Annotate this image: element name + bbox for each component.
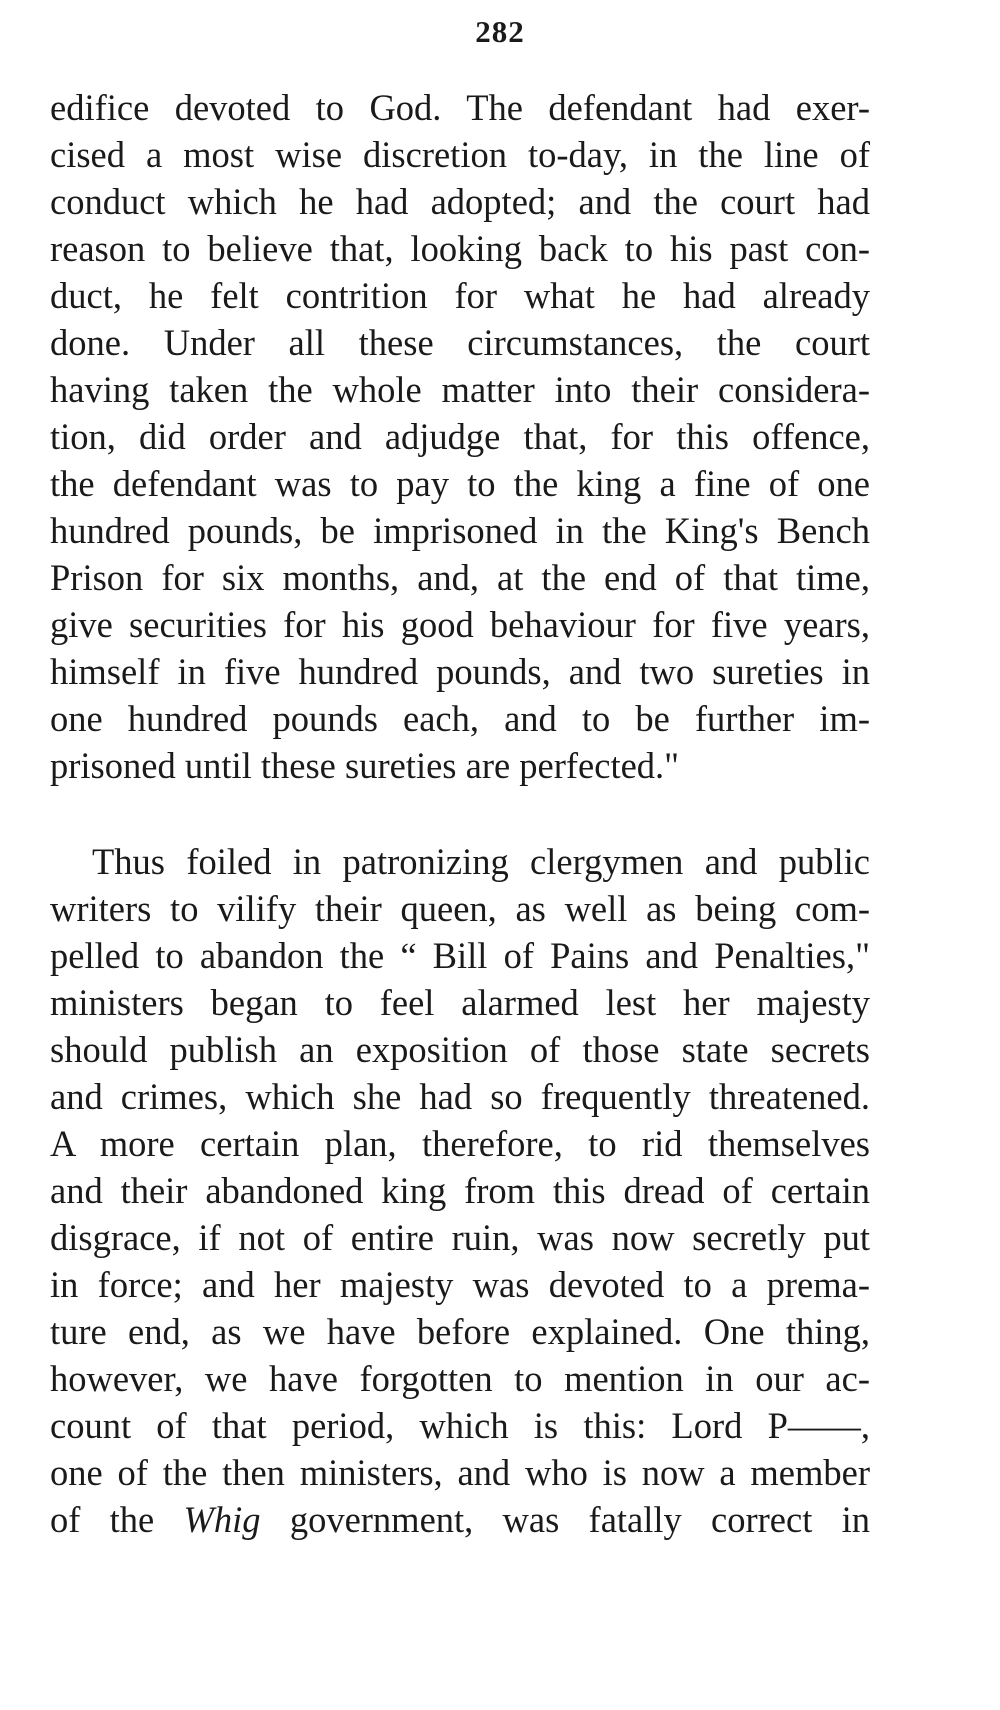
text-segment: government, was fatally correct in xyxy=(260,1499,870,1540)
text-line: the defendant was to pay to the king a fine of one xyxy=(50,463,870,504)
paragraph-2 xyxy=(50,838,870,1543)
text-line: reason to believe that, looking back to his past con- xyxy=(50,228,870,269)
italic-party-name: Whig xyxy=(183,1499,261,1540)
text-line: himself in five hundred pounds, and two sureties in xyxy=(50,651,870,692)
text-line: done. Under all these circumstances, the court xyxy=(50,322,870,363)
text-line: ministers began to feel alarmed lest her majesty xyxy=(50,982,870,1023)
text-line: however, we have forgotten to mention in our ac- xyxy=(50,1358,870,1399)
text-line: and crimes, which she had so frequently threatened. xyxy=(50,1076,870,1117)
text-line: hundred pounds, be imprisoned in the King's Bench xyxy=(50,510,870,551)
text-line: having taken the whole matter into their considera- xyxy=(50,369,870,410)
text-line: give securities for his good behaviour for five years, xyxy=(50,604,870,645)
text-line: should publish an exposition of those state secrets xyxy=(50,1029,870,1070)
page-number: 282 xyxy=(475,14,525,49)
text-line: cised a most wise discretion to-day, in the line of xyxy=(50,134,870,175)
text-line: pelled to abandon the “ Bill of Pains and Penalties," xyxy=(50,935,870,976)
text-line: ture end, as we have before explained. One thing, xyxy=(50,1311,870,1352)
text-line: count of that period, which is this: Lord P——, xyxy=(50,1405,870,1446)
text-line: duct, he felt contrition for what he had already xyxy=(50,275,870,316)
text-line: and their abandoned king from this dread of certain xyxy=(50,1170,870,1211)
paragraph-1 xyxy=(50,84,870,789)
text-line: tion, did order and adjudge that, for this offence, xyxy=(50,416,870,457)
text-line: in force; and her majesty was devoted to a prema- xyxy=(50,1264,870,1305)
text-line: writers to vilify their queen, as well as being com- xyxy=(50,888,870,929)
text-segment: of the xyxy=(50,1499,184,1540)
text-line: one hundred pounds each, and to be further im- xyxy=(50,698,870,739)
text-line: edifice devoted to God. The defendant had exer- xyxy=(50,87,870,128)
text-line: Thus foiled in patronizing clergymen and public xyxy=(92,841,870,882)
text-line: disgrace, if not of entire ruin, was now secretly put xyxy=(50,1217,870,1258)
text-line: A more certain plan, therefore, to rid themselves xyxy=(50,1123,870,1164)
text-line: prisoned until these sureties are perfected." xyxy=(50,745,680,786)
text-line: one of the then ministers, and who is now a member xyxy=(50,1452,870,1493)
text-line-final xyxy=(50,1496,870,1543)
text-line: conduct which he had adopted; and the court had xyxy=(50,181,870,222)
text-line: Prison for six months, and, at the end of that time, xyxy=(50,557,870,598)
